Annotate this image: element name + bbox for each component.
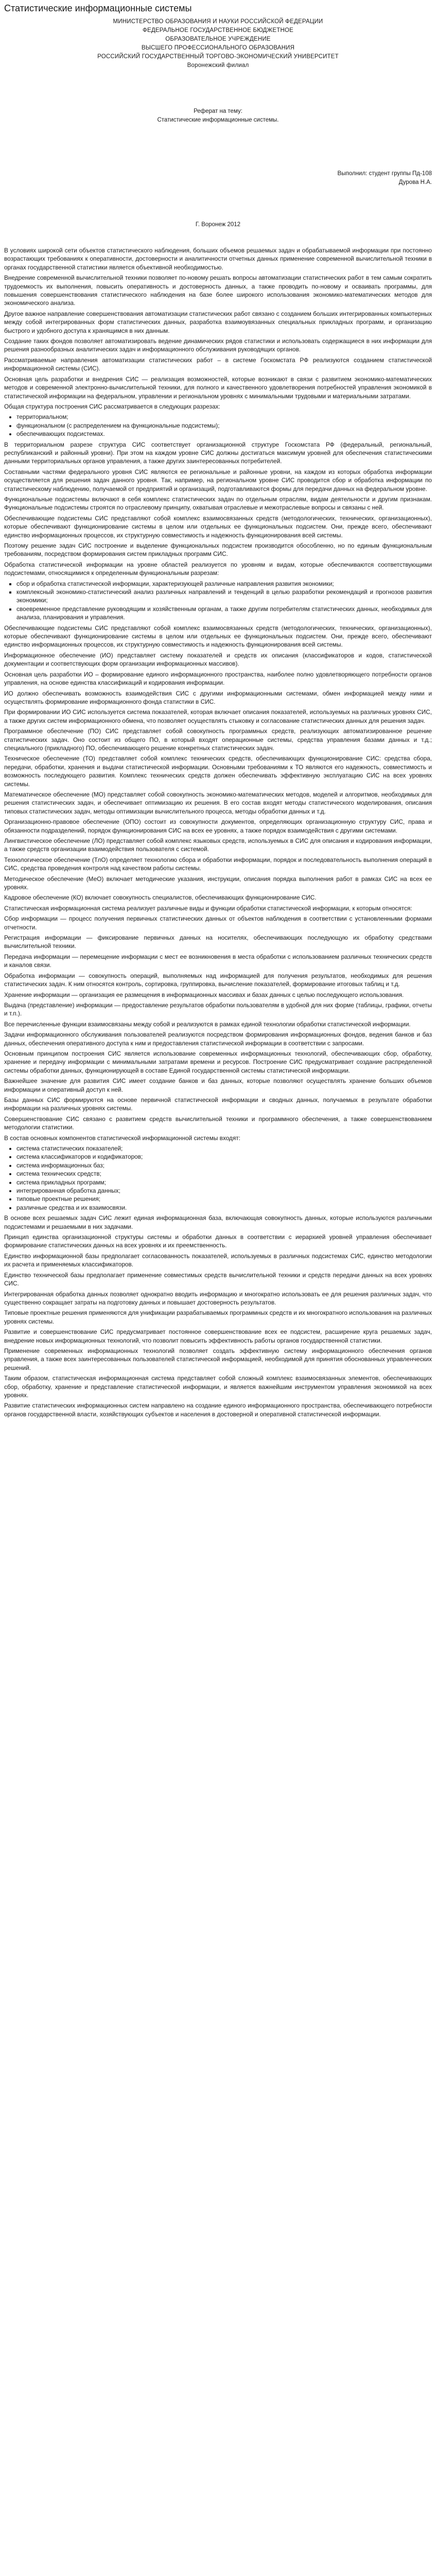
paragraph: Таким образом, статистическая информационная система представляет собой сложный комплекс взаимосвязанных элементов, обеспечивающих сбор, обработку, хранение и представление статистической информации, и является важнейшим инструментом управления экономикой на всех уровнях. <box>4 1375 432 1399</box>
paragraph: Лингвистическое обеспечение (ЛО) представляет собой комплекс языковых средств, используемых в СИС для описания и кодирования информации, а также средств организации взаимодействия пользователя с системой. <box>4 837 432 853</box>
paragraph: Регистрация информации — фиксирование первичных данных на носителях, обеспечивающих последующую их обработку средствами вычислительной техники. <box>4 934 432 950</box>
paragraph-group <box>4 1214 432 1418</box>
paragraph: Обеспечивающие подсистемы СИС представляют собой комплекс взаимосвязанных средств (методологических, технических, организационных), которые обеспечивают функционирование системы в целом или отдельных ее функциональных подсистем. Они, прежде всего, обеспечивают единство информационных процессов, их структурную совместимость и надежность функционирования всей системы. <box>4 624 432 649</box>
paragraph: Важнейшее значение для развития СИС имеет создание банков и баз данных, которые позволяют осуществлять хранение больших объемов информации и оперативный доступ к ней. <box>4 1077 432 1093</box>
paragraph-group <box>4 914 432 1142</box>
paragraph: Хранение информации — организация ее размещения в информационных массивах и базах данных с целью последующего использования. <box>4 991 404 998</box>
list-item: • обеспечивающих подсистемах. <box>16 430 432 438</box>
paragraph: Организационно-правовое обеспечение (ОПО) состоит из совокупности документов, определяющих организационную структуру СИС, права и обязанности подразделений, порядок функционирования СИС на всех ее уровнях, а также порядок взаимодействия с другими системами. <box>4 818 432 834</box>
paragraph: Функциональные подсистемы включают в себя комплекс статистических задач по отдельным отраслям, видам деятельности и другим признакам. Функциональные подсистемы строятся по отраслевому принципу, охватывая отраслевые и межотраслевые вопросы и связаны с ней. <box>4 495 432 512</box>
paragraph: Единство технической базы предполагает применение совместимых средств вычислительной техники и средств передачи данных на всех уровнях СИС. <box>4 1271 432 1287</box>
paragraph: В состав основных компонентов статистической информационной системы входят: <box>4 1134 240 1142</box>
paragraph: Обеспечивающие подсистемы СИС представляют собой комплекс взаимосвязанных средств (методологических, технических, организационных), которые обеспечивают функционирование системы в целом или отдельных ее функциональных подсистем. Они, прежде всего, обеспечивают единство информационных процессов, их структурную совместимость и надежность функционирования всей системы. <box>4 514 432 539</box>
paragraph: Технологическое обеспечение (ТлО) определяет технологию сбора и обработки информации, порядок и последовательность выполнения операций в СИС, средства проведения контроля над качеством работы системы. <box>4 856 432 872</box>
paragraph: Кадровое обеспечение (КО) включает совокупность специалистов, обеспечивающих функционирование СИС. <box>4 894 317 902</box>
paragraph: При формировании ИО СИС используется система показателей, которая включает описания показателей, используемых на различных уровнях СИС, а также других систем информационного обмена, что позволяет осуществлять стыковку и согласование статистических данных для решения задач. <box>4 708 432 724</box>
paragraph: Типовые проектные решения применяются для унификации разрабатываемых программных средств и их многократного использования на различных уровнях системы. <box>4 1309 432 1325</box>
paragraph: Методическое обеспечение (МеО) включает методические указания, инструкции, описания порядка выполнения работ в рамках СИС на всех ее уровнях. <box>4 875 432 891</box>
author-block <box>338 170 432 187</box>
paragraph: В основе всех решаемых задач СИС лежит единая информационная база, включающая совокупность данных, которые используются различными подсистемами и решаемыми в них задачами. <box>4 1214 432 1230</box>
paragraph: Программное обеспечение (ПО) СИС представляет собой совокупность программных средств, реализующих автоматизированное решение статистических задач. Оно состоит из общего ПО, в который входят операционные системы, средства управления базами данных и т.д.; специального (прикладного) ПО, обеспечивающего решение конкретных статистических задач. <box>4 727 432 752</box>
paragraph: Принцип единства организационной структуры системы и обработки данных в соответствии с иерархией уровней управления обеспечивает формирование статистических данных на всех уровнях и их преемственность. <box>4 1233 432 1249</box>
list-item: ▪ сбор и обработка статистической информации, характеризующей различные направления развития экономики; <box>16 580 432 588</box>
header-line: МИНИСТЕРСТВО ОБРАЗОВАНИЯ И НАУКИ РОССИЙСКОЙ ФЕДЕРАЦИИ <box>113 19 323 25</box>
header-line: Воронежский филиал <box>187 62 249 69</box>
paragraph: Общая структура построения СИС рассматривается в следующих разрезах: <box>4 402 220 410</box>
paragraph-group <box>4 440 432 578</box>
bullet-list <box>4 413 432 438</box>
paragraph: Применение современных информационных технологий позволяет создать эффективную систему информационного обеспечения органов управления, а также всех заинтересованных пользователей статистической информацией, необходимой для принятия обоснованных управленческих решений. <box>4 1347 432 1371</box>
paragraph: Поэтому решение задач СИС построение и выделение функциональных подсистем производится обособленно, но по единым функциональным требованиям, посредством формирования систем прикладных программ СИС. <box>4 542 432 558</box>
document-title: Статистические информационные системы <box>4 3 192 13</box>
paragraph: Выдача (представление) информации — предоставление результатов обработки пользователям в удобной для них форме (таблицы, графики, отчеты и т.п.). <box>4 1001 432 1018</box>
header-line: ВЫСШЕГО ПРОФЕССИОНАЛЬНОГО ОБРАЗОВАНИЯ <box>141 45 295 51</box>
paragraph-group <box>4 624 432 913</box>
paragraph: Все перечисленные функции взаимосвязаны между собой и реализуются в рамках единой технологии обработки статистической информации. <box>4 1020 411 1028</box>
list-item: • функциональном (с распределением на функциональные подсистемы); <box>16 421 432 430</box>
paragraph: Основная цель разработки ИО – формирование единого информационного пространства, наиболее полно удовлетворяющего потребности органов управления, на основе единства классификаций и кодирования информации. <box>4 670 432 687</box>
list-item: • система прикладных программ; <box>16 1178 432 1187</box>
paragraph: Передача информации — перемещение информации с мест ее возникновения в места обработки с использованием различных технических средств и каналов связи. <box>4 953 432 969</box>
author-group: Выполнил: студент группы Пд-108 <box>337 171 432 177</box>
paragraph: Интегрированная обработка данных позволяет однократно вводить информацию и многократно использовать ее для решения различных задач, что существенно сокращает затраты на подготовку данных и повышает достоверность результатов. <box>4 1290 432 1306</box>
paragraph: Составными частями федерального уровня СИС являются ее региональные и районные уровни, на каждом из которых обработка информации осуществляется для решения задач данного уровня. Так, например, на региональном уровне СИС проводится сбор и обработка информации по статистическому наблюдению, получаемой от предприятий и организаций, подготавливаются формы для передачи данных на федеральном уровне. <box>4 468 432 493</box>
paragraph: Обработка информации — совокупность операций, выполняемых над информацией для получения результатов, необходимых для решения статистических задач. К ним относятся контроль, сортировка, группировка, вычисление показателей, формирование итоговых таблиц и т.д. <box>4 972 432 988</box>
paragraph: Статистическая информационная система реализует различные виды и функции обработки статистической информации, к которым относятся: <box>4 904 412 912</box>
header-line: ОБРАЗОВАТЕЛЬНОЕ УЧРЕЖДЕНИЕ <box>165 36 271 42</box>
paragraph: Информационное обеспечение (ИО) представляет систему показателей и средств их описания (классификаторов и кодов, статистической документации и соответствующих форм организации информационных массивов). <box>4 651 432 668</box>
list-item: • система статистических показателей; <box>16 1144 432 1153</box>
paragraph: Сбор информации — процесс получения первичных статистических данных от объектов наблюдения в соответствии с установленными формами отчетности. <box>4 915 432 931</box>
list-item: • система классификаторов и кодификаторов; <box>16 1153 432 1161</box>
referat-topic: Статистические информационные системы. <box>157 117 279 123</box>
list-item: • типовые проектные решения; <box>16 1195 432 1203</box>
header-line: ФЕДЕРАЛЬНОЕ ГОСУДАРСТВЕННОЕ БЮДЖЕТНОЕ <box>143 27 293 33</box>
paragraph: Рассматриваемые направления автоматизации статистических работ – в системе Госкомстата РФ реализуются созданием статистической информационной системы (СИС). <box>4 356 432 372</box>
paragraph-group <box>4 246 432 411</box>
paragraph: Математическое обеспечение (МО) представляет собой совокупность экономико-математических методов, моделей и алгоритмов, необходимых для решения статистических задач, и обеспечивает оптимизацию их решения. В его состав входят методы статистического моделирования, описания типовых статистических задач, методы оптимизации вычислительного процесса, методы обработки данных и т.д. <box>4 790 432 815</box>
list-item: • система технических средств; <box>16 1170 432 1178</box>
list-item: ▪ своевременное представление руководящим и хозяйственным органам, а также другим потребителям статистических данных, необходимых для анализа, планирования и управления. <box>16 605 432 622</box>
bullet-list <box>4 580 432 622</box>
paragraph: Обработка статистической информации на уровне областей реализуется по уровням и видам, которые обеспечиваются соответствующими подсистемами, относящимися к определенным функциональным разрезам: <box>4 561 432 577</box>
paragraph: Техническое обеспечение (ТО) представляет собой комплекс технических средств, обеспечивающих функционирование СИС: средства сбора, передачи, обработки, хранения и выдачи статистической информации. Основными требованиями к ТО являются его надежность, совместимость и возможность последующего развития. Комплекс технических средств должен обеспечивать эффективную эксплуатацию СИС на всех уровнях системы. <box>4 755 432 788</box>
paragraph: Основная цель разработки и внедрения СИС — реализация возможностей, которые возникают в связи с развитием экономико-математических методов и современной электронно-вычислительной техники, для полного и качественного удовлетворения потребностей управления экономикой в статистической информации на федеральном, управлении и региональном уровнях с минимальными трудовыми и материальными затратами. <box>4 375 432 400</box>
list-item: • территориальном; <box>16 413 432 421</box>
paragraph: Развитие статистических информационных систем направлено на создание единого информационного пространства, обеспечивающего потребности органов государственной власти, хозяйствующих субъектов и населения в достоверной и оперативной статистической информации. <box>4 1402 432 1418</box>
paragraph: Основным принципом построения СИС является использование современных информационных технологий, обеспечивающих сбор, обработку, хранение и передачу информации с минимальными затратами времени и ресурсов. Построение СИС предусматривает создание распределенной системы обработки данных, функционирующей в составе Единой государственной системы статистической информации. <box>4 1049 432 1074</box>
referat-label: Реферат на тему: <box>194 108 242 114</box>
paragraph: В территориальном разрезе структура СИС соответствует организационной структуре Госкомстата РФ (федеральный, региональный, республиканский и районный уровни). При этом на каждом уровне СИС должны достигаться максимум уровней для обеспечения статистическими данными территориальных органов управления, а также других заинтересованных потребителей. <box>4 440 432 465</box>
paragraph: В условиях широкой сети объектов статистического наблюдения, больших объемов решаемых задач и обрабатываемой информации при постоянно возрастающих требованиях к оперативности, достоверности и аналитичности отчетных данных применение современной вычислительной техники в органах государственной статистики является объективной необходимостью. <box>4 247 432 271</box>
paragraph: Совершенствование СИС связано с развитием средств вычислительной техники и программного обеспечения, а также совершенствованием методологии статистики. <box>4 1115 432 1131</box>
paragraph: Единство информационной базы предполагает согласованность показателей, используемых в различных подсистемах СИС, единство методологии их расчета и применяемых классификаторов. <box>4 1252 432 1268</box>
document-body <box>4 246 432 1420</box>
paragraph: Внедрение современной вычислительной техники позволяет по-новому решать вопросы автоматизации статистических работ в тем самым сократить трудоемкость их выполнения, повысить оперативность и достоверность данных, а также проводить по-новому и осваивать программы, для повышения совершенствования статистического наблюдения на базе более широкого использования экономико-математических методов для экономического анализа. <box>4 274 432 307</box>
header-line: РОССИЙСКИЙ ГОСУДАРСТВЕННЫЙ ТОРГОВО-ЭКОНОМИЧЕСКИЙ УНИВЕРСИТЕТ <box>97 54 339 60</box>
paragraph: Развитие и совершенствование СИС предусматривает постоянное совершенствование всех ее подсистем, расширение круга решаемых задач, внедрение новых информационных технологий, что позволит повысить эффективность работы органов государственной статистики. <box>4 1328 432 1344</box>
paragraph: Другое важное направление совершенствования автоматизации статистических работ связано с созданием больших интегрированных компьютерных между собой интегрированных форм статистических данных, разработка взаимоувязанных специальных прикладных программ, и организацию быстрого и удобного доступа к хранящимся в них данным. <box>4 310 432 334</box>
city-year: Г. Воронеж 2012 <box>195 222 241 228</box>
paragraph: Создание таких фондов позволяет автоматизировать ведение динамических рядов статистики и использовать содержащиеся в них информации для решения разнообразных аналитических задач и информационного обслуживания руководящих органов. <box>4 337 432 353</box>
list-item: • различные средства и их взаимосвязи. <box>16 1204 432 1212</box>
author-name: Дурова Н.А. <box>398 179 432 185</box>
paragraph: ИО должно обеспечивать возможность взаимодействия СИС с другими информационными системами, обмен информацией между ними и осуществлять формирование информационного фонда статистики в СИС. <box>4 689 432 705</box>
institution-header <box>0 18 436 70</box>
list-item: • система информационных баз; <box>16 1161 432 1170</box>
list-item: ▪ комплексный экономико-статистический анализ различных направлений и тенденций в целью разработки рекомендаций и прогнозов развития экономики; <box>16 588 432 605</box>
bullet-list <box>4 1144 432 1212</box>
list-item: • интегрированная обработка данных; <box>16 1187 432 1195</box>
referat-block <box>0 107 436 125</box>
paragraph: Базы данных СИС формируются на основе первичной статистической информации и сводных данных, получаемых в результате обработки информации на различных уровнях системы. <box>4 1096 432 1112</box>
paragraph: Задачи информационного обслуживания пользователей реализуются посредством формирования информационных фондов, ведения банков и баз данных, обеспечения оперативного доступа к ним и предоставления статистической информации в соответствии с запросами. <box>4 1031 432 1047</box>
